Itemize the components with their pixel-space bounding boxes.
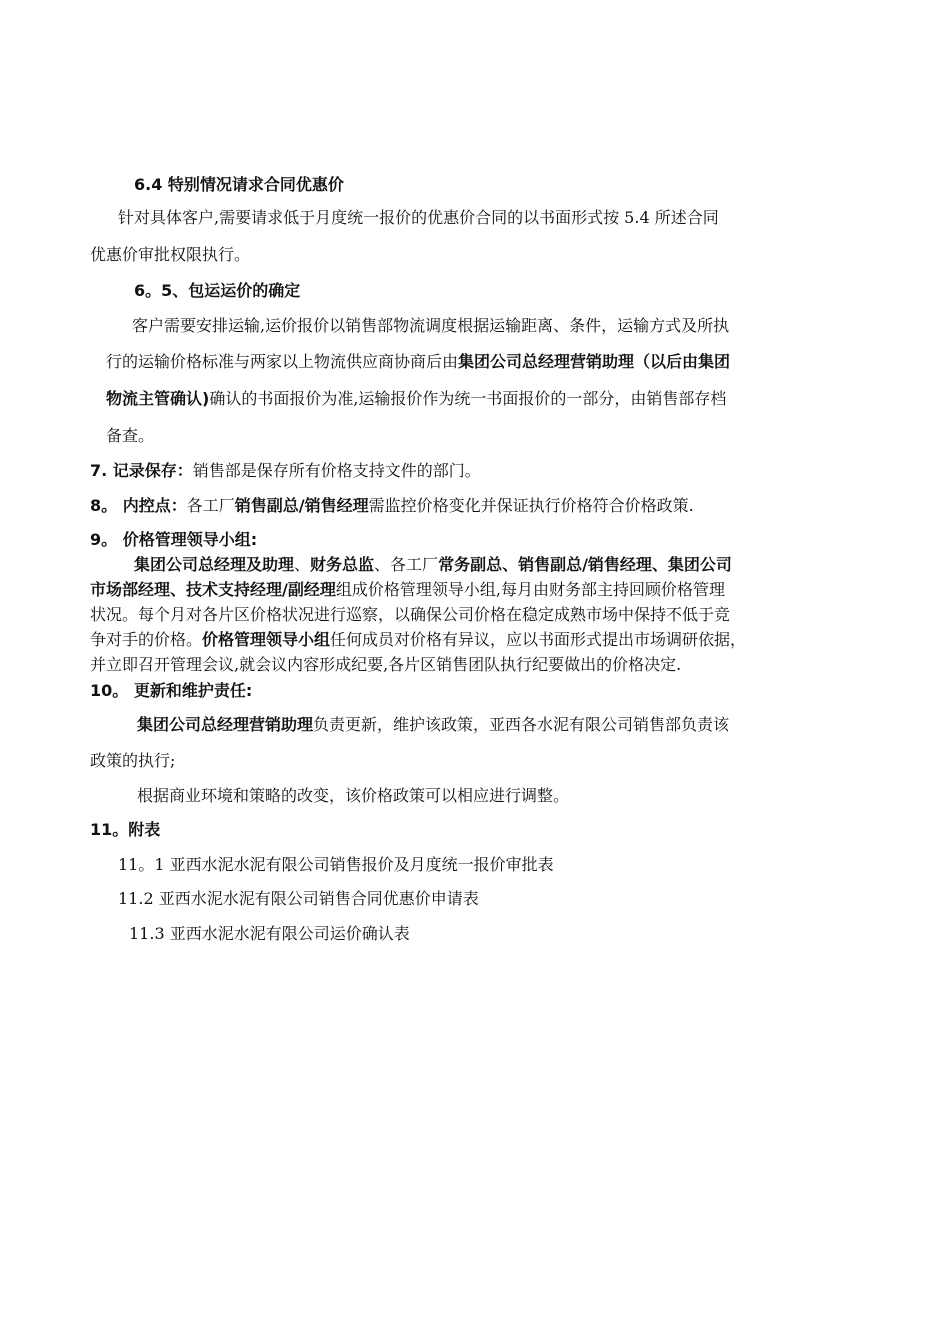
section-9-line-5: 并立即召开管理会议,就会议内容形成纪要,各片区销售团队执行纪要做出的价格决定. xyxy=(90,655,682,674)
section-6-5-line-1: 客户需要安排运输,运价报价以销售部物流调度根据运输距离、条件，运输方式及所执 xyxy=(132,316,730,335)
section-9-line-4-text-1: 争对手的价格。 xyxy=(90,630,203,649)
section-9-line-4-text-2: 任何成员对价格有异议，应以书面形式提出市场调研依据， xyxy=(330,630,747,649)
section-10-line-1 xyxy=(137,715,729,735)
section-6-5-line-3 xyxy=(106,389,726,409)
section-9-line-4-bold: 价格管理领导小组 xyxy=(202,630,331,649)
section-6-5-line-3-text: 确认的书面报价为准,运输报价作为统一书面报价的一部分，由销售部存档 xyxy=(209,389,727,408)
section-9-line-1-bold-1: 集团公司总经理及助理 xyxy=(134,555,295,574)
section-9-line-2-bold: 市场部经理、技术支持经理/副经理 xyxy=(90,580,336,599)
section-7 xyxy=(90,461,481,481)
appendix-item-2: 11.2 亚西水泥水泥有限公司销售合同优惠价申请表 xyxy=(118,889,479,908)
section-6-5-heading: 6。5、包运运价的确定 xyxy=(134,281,301,300)
section-6-4-line-1: 针对具体客户,需要请求低于月度统一报价的优惠价合同的以书面形式按 5.4 所述合同 xyxy=(118,208,719,227)
appendix-item-1: 11。1 亚西水泥水泥有限公司销售报价及月度统一报价审批表 xyxy=(118,855,554,874)
section-9-line-1-text-1: 、 xyxy=(294,555,311,574)
section-9-line-2 xyxy=(90,580,725,600)
section-10-heading: 10。 更新和维护责任: xyxy=(90,681,253,700)
section-6-5-line-2-bold: 集团公司总经理营销助理（以后由集团 xyxy=(458,352,731,371)
section-6-5-line-4: 备查。 xyxy=(106,426,155,445)
section-6-4-heading: 6.4 特别情况请求合同优惠价 xyxy=(134,175,344,194)
section-6-5-line-3-bold: 物流主管确认) xyxy=(106,389,210,408)
section-8-heading: 8。 内控点： xyxy=(90,496,187,515)
section-6-5-line-2 xyxy=(106,352,730,372)
section-8-text-post: 需监控价格变化并保证执行价格符合价格政策. xyxy=(368,496,694,515)
section-7-text: 销售部是保存所有价格支持文件的部门。 xyxy=(192,461,481,480)
section-9-line-1-bold-3: 常务副总、销售副总/销售经理、集团公司 xyxy=(438,555,732,574)
appendix-item-3: 11.3 亚西水泥水泥有限公司运价确认表 xyxy=(129,924,410,943)
section-8 xyxy=(90,496,694,516)
section-9-line-1-text-2: 、各工厂 xyxy=(374,555,439,574)
section-10-line-2: 政策的执行; xyxy=(90,751,176,770)
section-9-heading: 9。 价格管理领导小组: xyxy=(90,530,258,549)
section-9-line-1 xyxy=(134,555,732,575)
section-9-line-1-bold-2: 财务总监 xyxy=(310,555,375,574)
section-10-line-3: 根据商业环境和策略的改变，该价格政策可以相应进行调整。 xyxy=(137,786,570,805)
section-11-heading: 11。附表 xyxy=(90,820,161,839)
section-6-4-line-2: 优惠价审批权限执行。 xyxy=(90,245,251,264)
section-6-5-line-2-text: 行的运输价格标准与两家以上物流供应商协商后由 xyxy=(106,352,459,371)
section-9-line-4 xyxy=(90,630,746,650)
section-8-bold: 销售副总/销售经理 xyxy=(234,496,369,515)
section-9-line-2-text: 组成价格管理领导小组,每月由财务部主持回顾价格管理 xyxy=(335,580,725,599)
section-10-line-1-text: 负责更新，维护该政策，亚西各水泥有限公司销售部负责该 xyxy=(313,715,730,734)
section-10-line-1-bold: 集团公司总经理营销助理 xyxy=(137,715,314,734)
section-7-heading: 7. 记录保存： xyxy=(90,461,193,480)
section-8-text-pre: 各工厂 xyxy=(186,496,235,515)
section-9-line-3: 状况。每个月对各片区价格状况进行巡察，以确保公司价格在稳定成熟市场中保持不低于竞 xyxy=(90,605,731,624)
